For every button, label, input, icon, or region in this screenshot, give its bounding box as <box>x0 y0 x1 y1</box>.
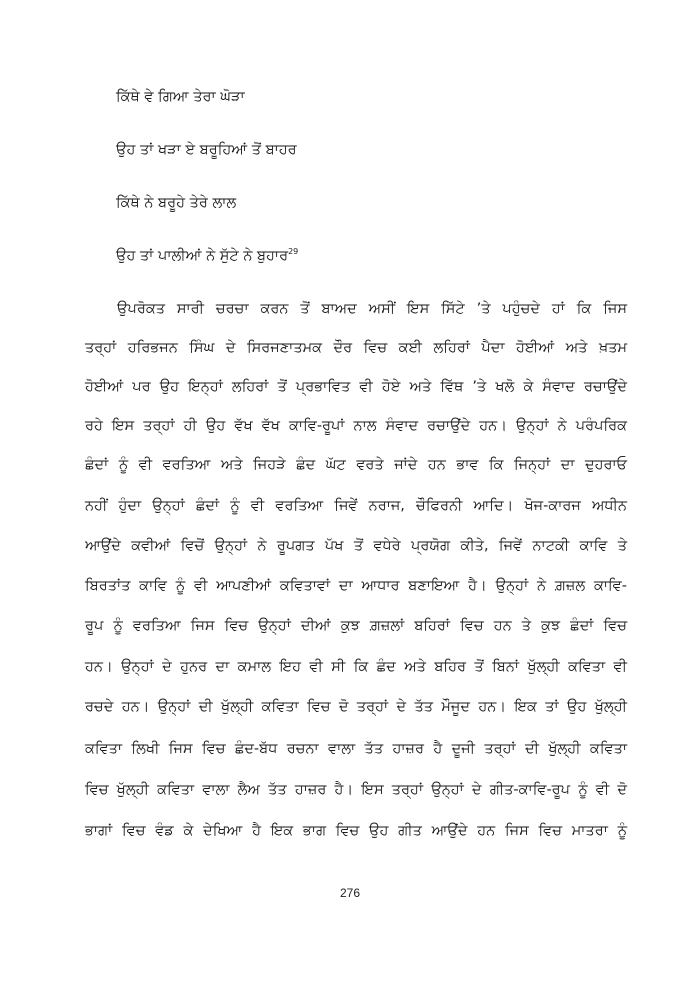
verse-text: ਉਹ ਤਾਂ ਖੜਾ ਏ ਬਰੂਹਿਆਂ ਤੋਂ ਬਾਹਰ <box>116 142 297 158</box>
verse-text: ਉਹ ਤਾਂ ਪਾਲੀਆਂ ਨੇ ਸੁੱਟੇ ਨੇ ਬੁਹਾਰ <box>116 248 289 264</box>
verse-text: ਕਿੱਥੇ ਵੇ ਗਿਆ ਤੇਰਾ ਘੋੜਾ <box>116 89 245 105</box>
paragraph-line: ਹਨ। ਉਨ੍ਹਾਂ ਦੇ ਹੁਨਰ ਦਾ ਕਮਾਲ ਇਹ ਵੀ ਸੀ ਕਿ ਛੰਦ ਅਤੇ ਬਹਿਰ ਤੋਂ ਬਿਨਾਂ ਖੁੱਲ੍ਹੀ ਕਵਿਤਾ ਵੀ <box>85 659 627 675</box>
paragraph-line: ਭਾਗਾਂ ਵਿਚ ਵੰਡ ਕੇ ਦੇਖਿਆ ਹੈ ਇਕ ਭਾਗ ਵਿਚ ਉਹ ਗੀਤ ਆਉਂਦੇ ਹਨ ਜਿਸ ਵਿਚ ਮਾਤਰਾ ਨੂੰ <box>85 823 627 839</box>
paragraph-line: ਰੂਪ ਨੂੰ ਵਰਤਿਆ ਜਿਸ ਵਿਚ ਉਨ੍ਹਾਂ ਦੀਆਂ ਕੁਝ ਗ਼ਜ਼ਲਾਂ ਬਹਿਰਾਂ ਵਿਚ ਹਨ ਤੇ ਕੁਝ ਛੰਦਾਂ ਵਿਚ <box>85 618 627 634</box>
paragraph-line: ਉਪਰੋਕਤ ਸਾਰੀ ਚਰਚਾ ਕਰਨ ਤੋਂ ਬਾਅਦ ਅਸੀਂ ਇਸ ਸਿੱਟੇ ’ਤੇ ਪਹੁੰਚਦੇ ਹਾਂ ਕਿ ਜਿਸ <box>117 301 627 317</box>
verse-line-3 <box>116 194 236 212</box>
verse-line-4 <box>116 247 298 265</box>
paragraph-line: ਤਰ੍ਹਾਂ ਹਰਿਭਜਨ ਸਿੰਘ ਦੇ ਸਿਰਜਣਾਤਮਕ ਦੌਰ ਵਿਚ ਕਈ ਲਹਿਰਾਂ ਪੈਦਾ ਹੋਈਆਂ ਅਤੇ ਖ਼ਤਮ <box>85 340 627 356</box>
paragraph-line: ਹੋਈਆਂ ਪਰ ਉਹ ਇਨ੍ਹਾਂ ਲਹਿਰਾਂ ਤੋਂ ਪ੍ਰਭਾਵਿਤ ਵੀ ਹੋਏ ਅਤੇ ਵਿੱਥ ’ਤੇ ਖਲੋ ਕੇ ਸੰਵਾਦ ਰਚਾਉਂਦੇ <box>85 379 627 395</box>
paragraph-line: ਬਿਰਤਾਂਤ ਕਾਵਿ ਨੂੰ ਵੀ ਆਪਣੀਆਂ ਕਵਿਤਾਵਾਂ ਦਾ ਆਧਾਰ ਬਣਾਇਆ ਹੈ। ਉਨ੍ਹਾਂ ਨੇ ਗ਼ਜ਼ਲ ਕਾਵਿ- <box>85 578 627 594</box>
verse-line-1 <box>116 88 245 106</box>
verse-line-2 <box>116 141 297 159</box>
paragraph-line: ਛੰਦਾਂ ਨੂੰ ਵੀ ਵਰਤਿਆ ਅਤੇ ਜਿਹੜੇ ਛੰਦ ਘੱਟ ਵਰਤੇ ਜਾਂਦੇ ਹਨ ਭਾਵ ਕਿ ਜਿਨ੍ਹਾਂ ਦਾ ਦੁਹਰਾਓ <box>85 457 627 473</box>
paragraph-line: ਵਿਚ ਖੁੱਲ੍ਹੀ ਕਵਿਤਾ ਵਾਲਾ ਲੈਅ ਤੱਤ ਹਾਜ਼ਰ ਹੈ। ਇਸ ਤਰ੍ਹਾਂ ਉਨ੍ਹਾਂ ਦੇ ਗੀਤ-ਕਾਵਿ-ਰੂਪ ਨੂੰ ਵੀ ਦੋ <box>85 782 627 798</box>
footnote-marker: 29 <box>288 247 299 257</box>
paragraph-line: ਕਵਿਤਾ ਲਿਖੀ ਜਿਸ ਵਿਚ ਛੰਦ-ਬੱਧ ਰਚਨਾ ਵਾਲਾ ਤੱਤ ਹਾਜ਼ਰ ਹੈ ਦੂਜੀ ਤਰ੍ਹਾਂ ਦੀ ਖੁੱਲ੍ਹੀ ਕਵਿਤਾ <box>85 741 627 757</box>
verse-text: ਕਿੱਥੇ ਨੇ ਬਰੂਹੇ ਤੇਰੇ ਲਾਲ <box>116 195 237 211</box>
page-number: 276 <box>339 886 361 900</box>
paragraph-line: ਨਹੀਂ ਹੁੰਦਾ ਉਨ੍ਹਾਂ ਛੰਦਾਂ ਨੂੰ ਵੀ ਵਰਤਿਆ ਜਿਵੇਂ ਨਰਾਜ, ਚੌਫਿਰਨੀ ਆਦਿ। ਖੋਜ-ਕਾਰਜ ਅਧੀਨ <box>85 498 627 514</box>
paragraph-line: ਰਹੇ ਇਸ ਤਰ੍ਹਾਂ ਹੀ ਉਹ ਵੱਖ ਵੱਖ ਕਾਵਿ-ਰੂਪਾਂ ਨਾਲ ਸੰਵਾਦ ਰਚਾਉਂਦੇ ਹਨ। ਉਨ੍ਹਾਂ ਨੇ ਪਰੰਪਰਿਕ <box>85 418 627 434</box>
paragraph-line: ਰਚਦੇ ਹਨ। ਉਨ੍ਹਾਂ ਦੀ ਖੁੱਲ੍ਹੀ ਕਵਿਤਾ ਵਿਚ ਦੋ ਤਰ੍ਹਾਂ ਦੇ ਤੱਤ ਮੌਜੂਦ ਹਨ। ਇਕ ਤਾਂ ਉਹ ਖੁੱਲ੍ਹੀ <box>85 699 627 715</box>
paragraph-line: ਆਉਂਦੇ ਕਵੀਆਂ ਵਿਚੋਂ ਉਨ੍ਹਾਂ ਨੇ ਰੂਪਗਤ ਪੱਖ ਤੋਂ ਵਧੇਰੇ ਪ੍ਰਯੋਗ ਕੀਤੇ, ਜਿਵੇਂ ਨਾਟਕੀ ਕਾਵਿ ਤੇ <box>85 538 627 554</box>
